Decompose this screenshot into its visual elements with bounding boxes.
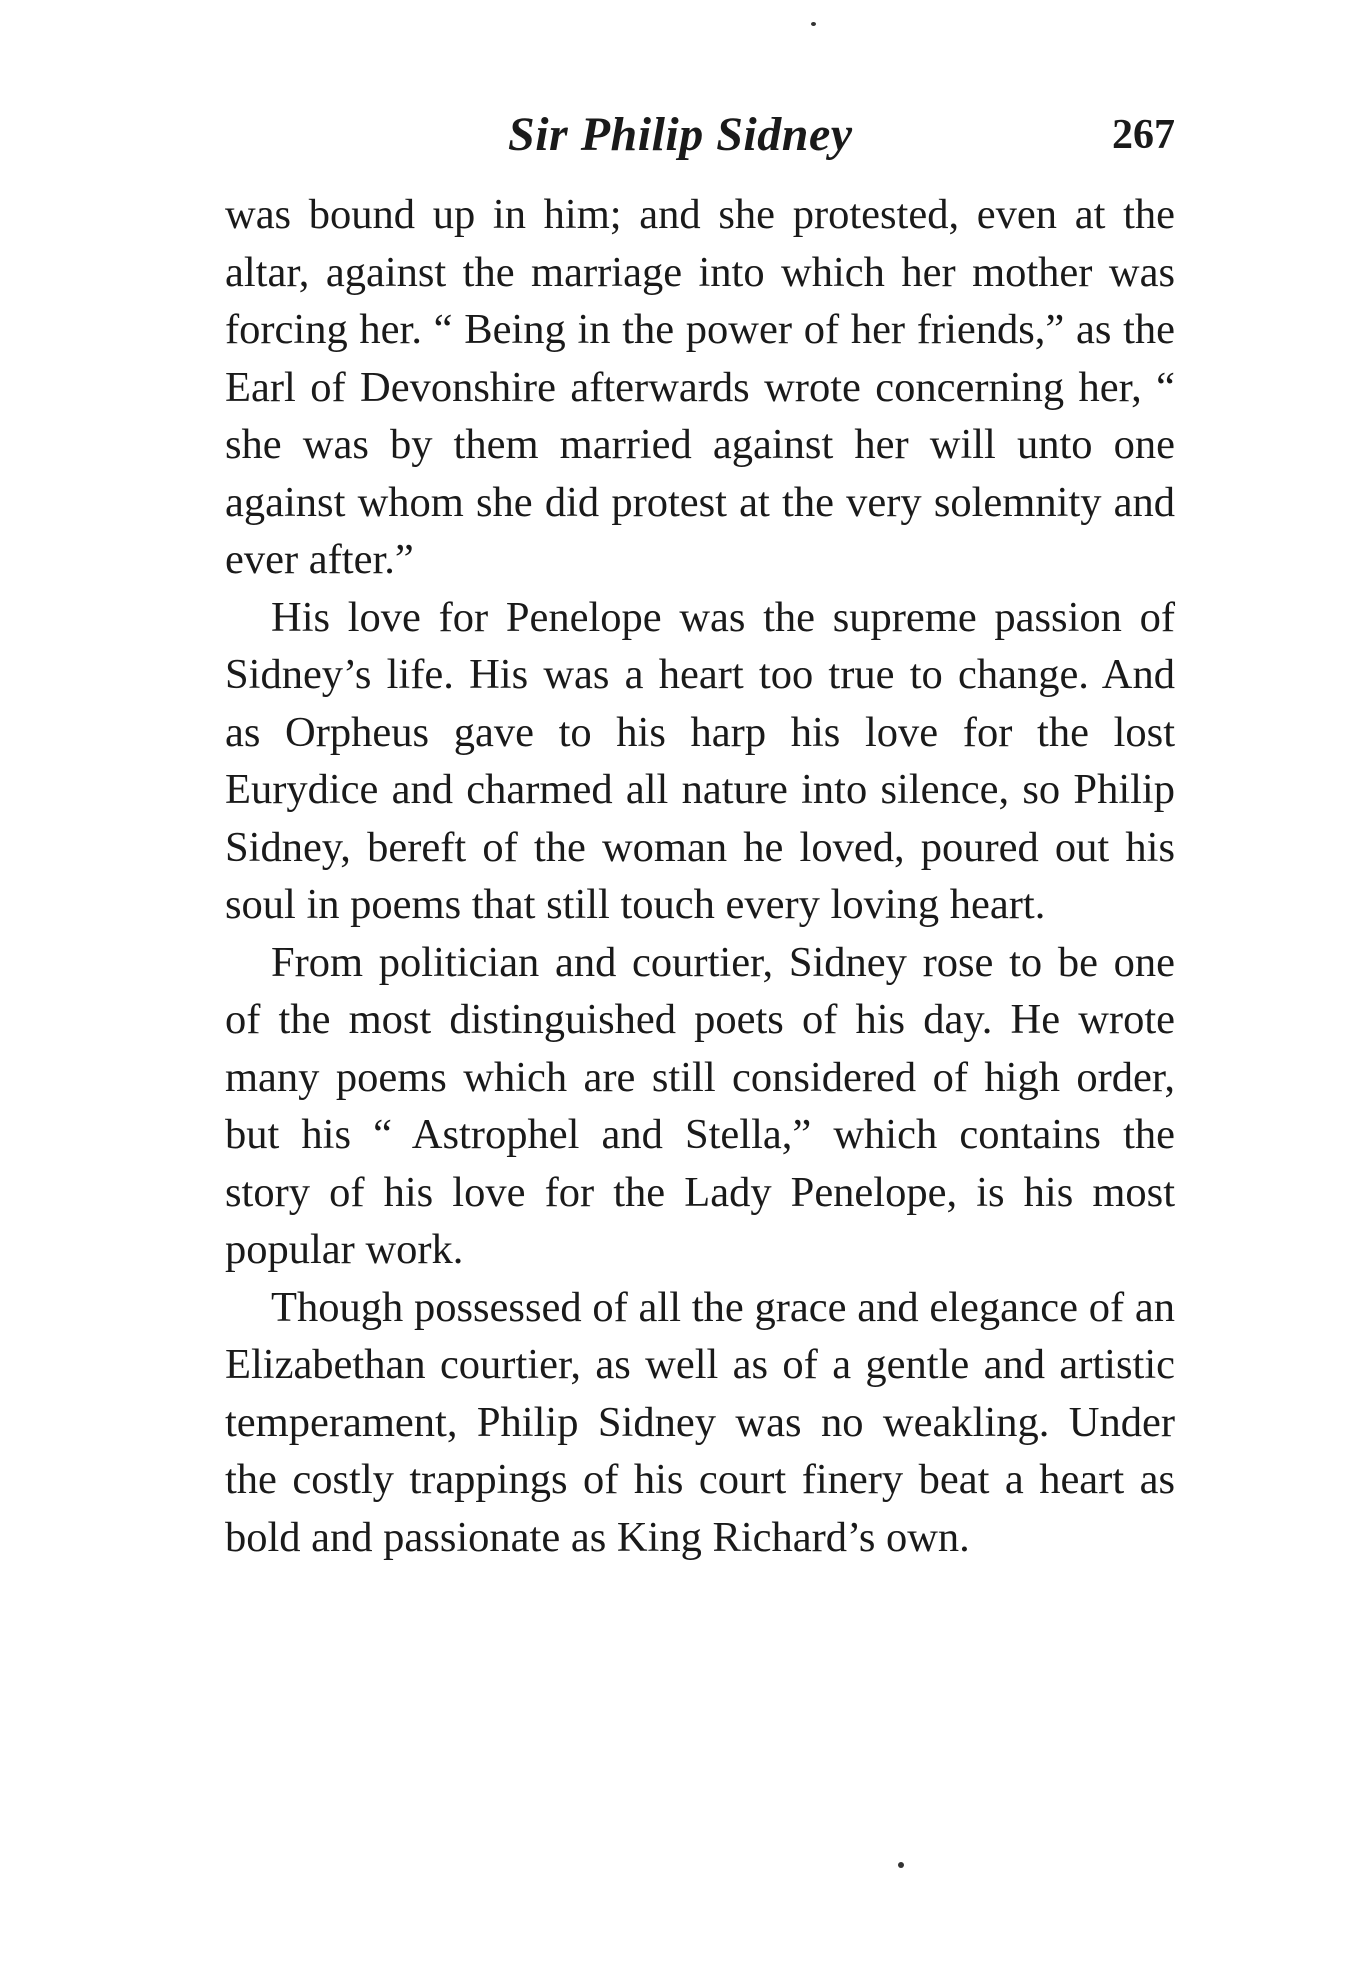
body-text — [225, 186, 1175, 1566]
paragraph-continuation: was bound up in him; and she protested, even at the altar, against the marriage into which her mother was forcing her. “ Being in the power of her friends,” as the Earl of Devonshire afterwards wrote concerning her, “ she was by them married against her will unto one against whom she did protest at the very solemnity and ever after.” — [225, 191, 1175, 583]
ink-speck — [898, 1862, 904, 1868]
paragraph: From politician and courtier, Sidney rose to be one of the most distinguished poets of his day. He wrote many poems which are still considered of high order, but his “ Astrophel and Stella,” which contains the story of his love for the Lady Penelope, is his most popular work. — [225, 938, 1175, 1273]
paragraph: His love for Penelope was the supreme passion of Sidney’s life. His was a heart too true to change. And as Orpheus gave to his harp his love for the lost Eurydice and charmed all nature into silence, so Philip Sidney, bereft of the woman he loved, poured out his soul in poems that still touch every loving heart. — [225, 593, 1175, 928]
ink-speck — [811, 22, 816, 26]
running-title: Sir Philip Sidney — [508, 108, 853, 161]
page-number: 267 — [1112, 112, 1175, 158]
paragraph: Though possessed of all the grace and elegance of an Elizabethan courtier, as well as of a gentle and artistic temperament, Philip Sidney was no weakling. Under the costly trappings of his court finery beat a heart as bold and passionate as King Richard’s own. — [225, 1283, 1175, 1561]
running-header — [225, 100, 1175, 170]
